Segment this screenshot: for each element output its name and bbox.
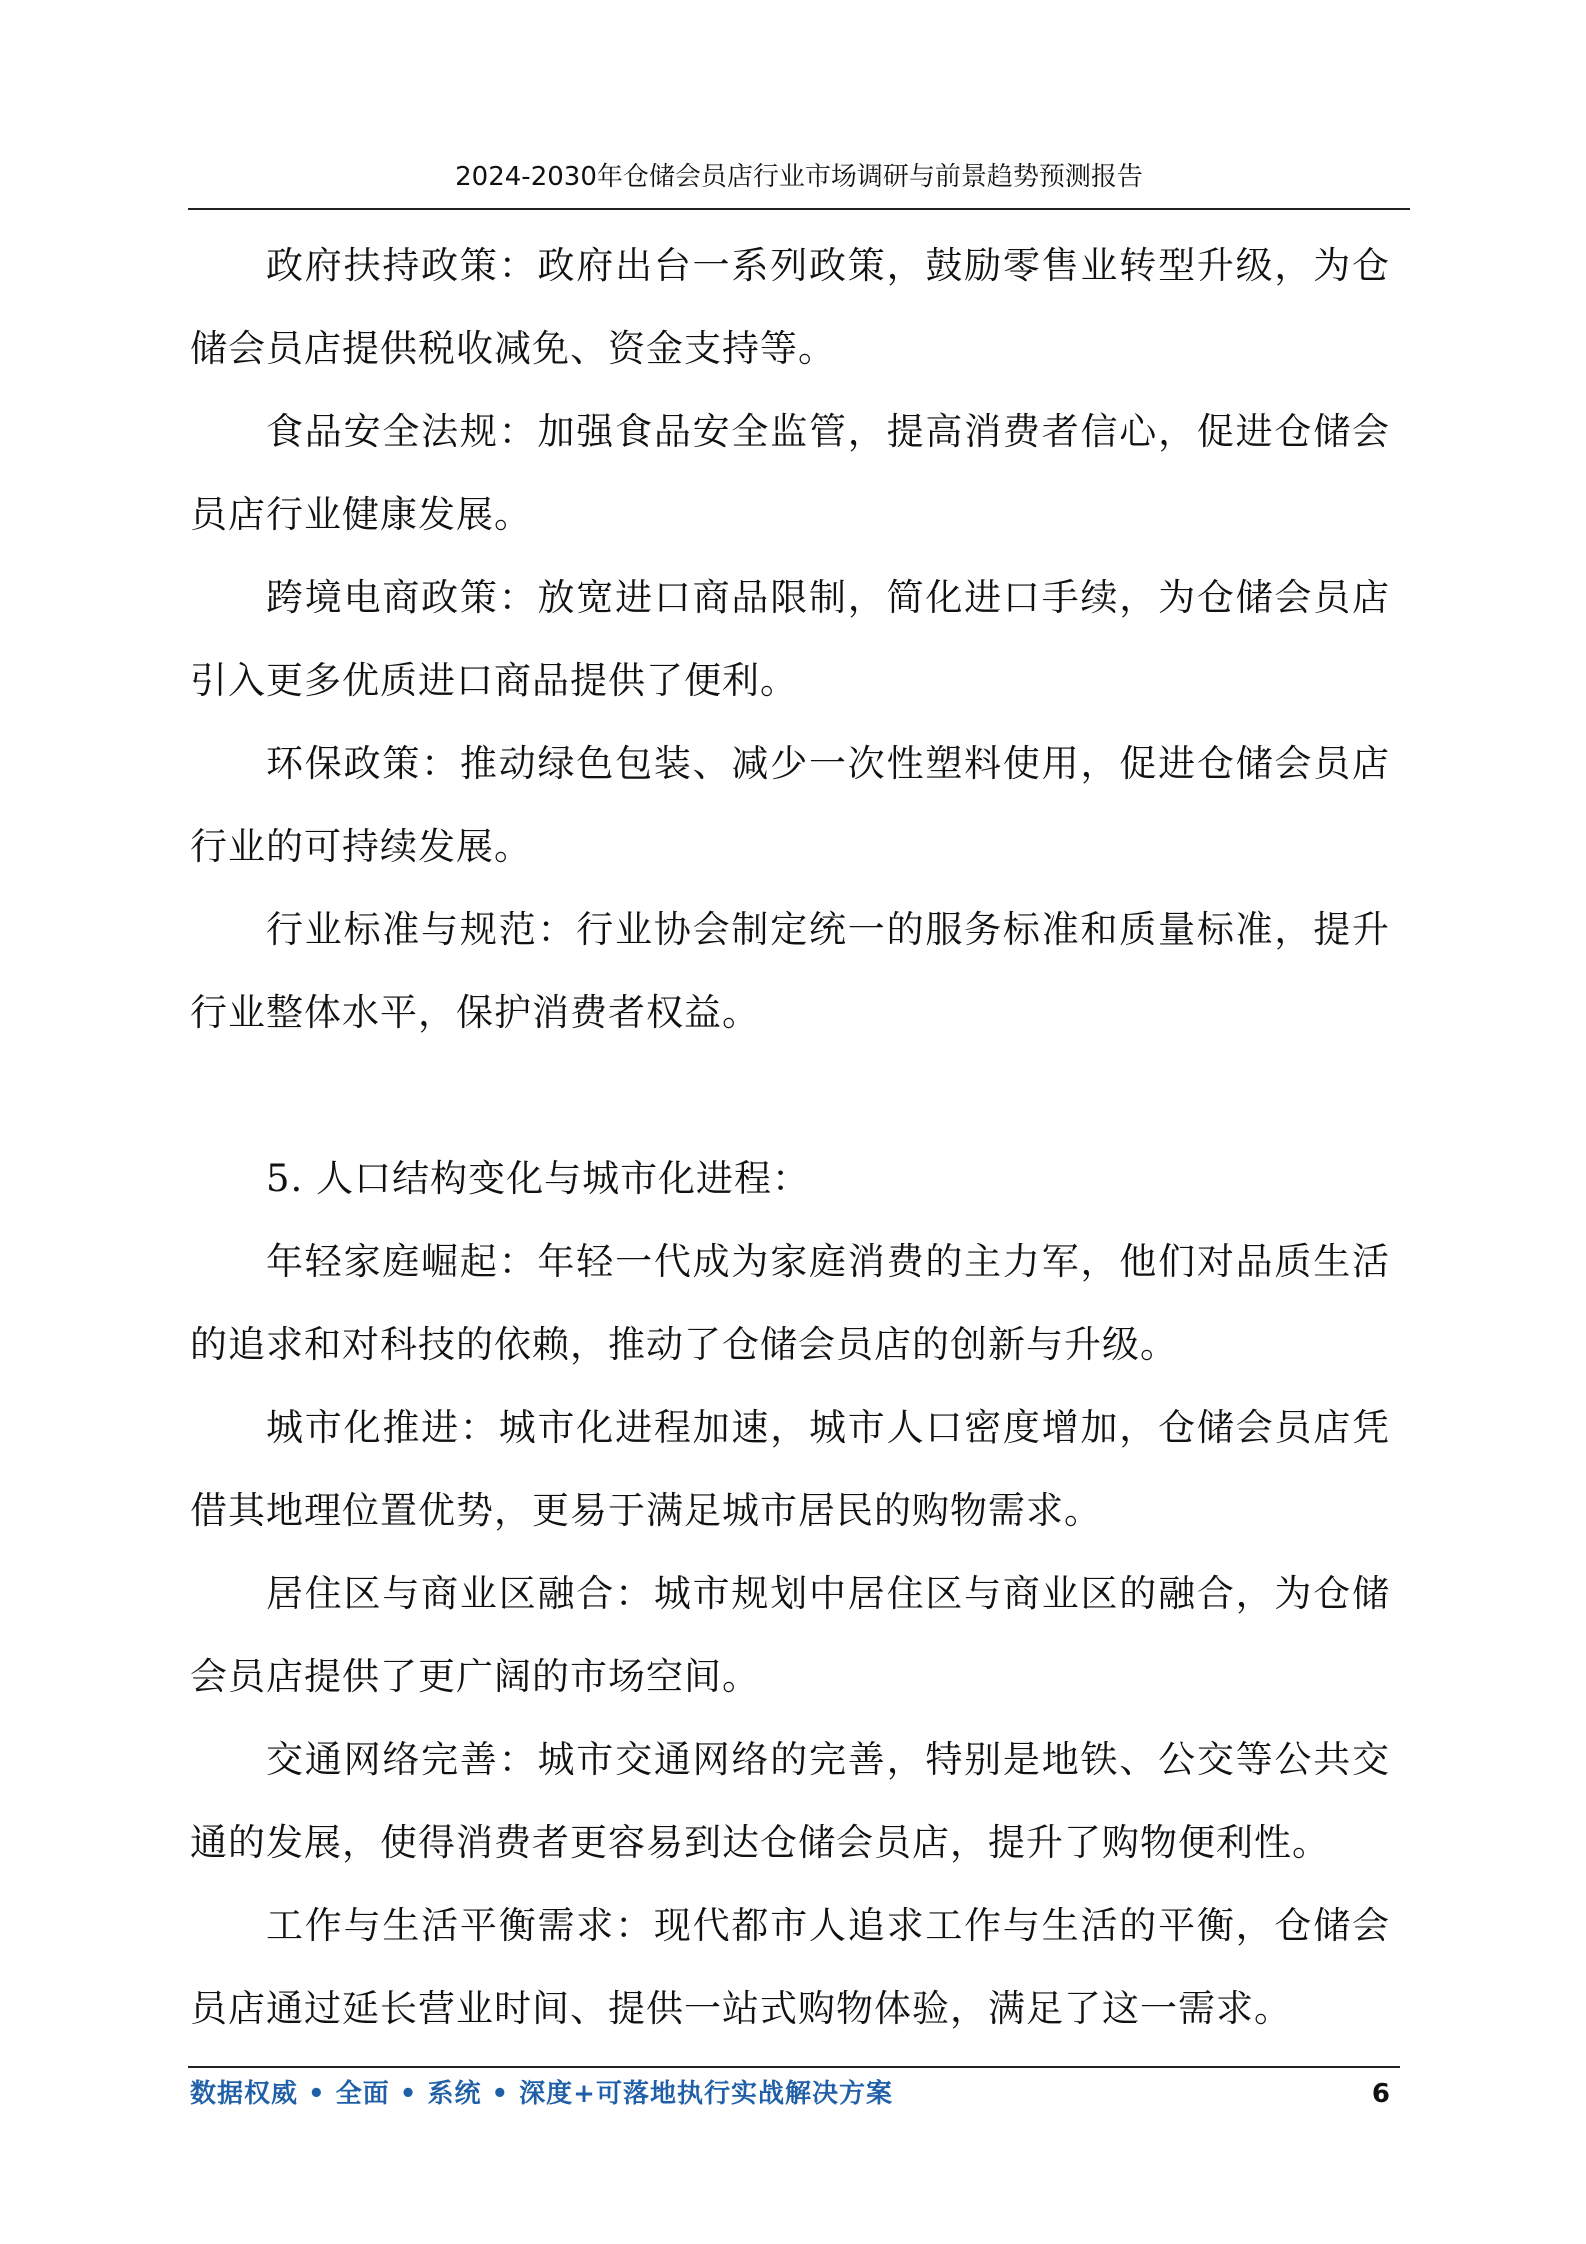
paragraph-industry-standards: 行业标准与规范：行业协会制定统一的服务标准和质量标准，提升行业整体水平，保护消费者权益。 [190, 908, 1390, 1034]
page-header-title: 2024-2030年仓储会员店行业市场调研与前景趋势预测报告 [455, 162, 1143, 192]
header-divider [188, 208, 1410, 210]
paragraph-young-families: 年轻家庭崛起：年轻一代成为家庭消费的主力军，他们对品质生活的追求和对科技的依赖，推动了仓储会员店的创新与升级。 [190, 1240, 1390, 1366]
footer-slogan: 数据权威 • 全面 • 系统 • 深度+可落地执行实战解决方案 [190, 2079, 893, 2109]
paragraph-government-policy: 政府扶持政策：政府出台一系列政策，鼓励零售业转型升级，为仓储会员店提供税收减免、资金支持等。 [190, 244, 1390, 370]
page-number: 6 [1371, 2079, 1390, 2109]
footer-divider [188, 2066, 1400, 2068]
section-5-heading: 5. 人口结构变化与城市化进程： [266, 1157, 811, 1200]
paragraph-cross-border-ecommerce: 跨境电商政策：放宽进口商品限制，简化进口手续，为仓储会员店引入更多优质进口商品提供了便利。 [190, 576, 1390, 702]
paragraph-urbanization: 城市化推进：城市化进程加速，城市人口密度增加，仓储会员店凭借其地理位置优势，更易于满足城市居民的购物需求。 [190, 1406, 1390, 1532]
section-spacer [190, 1054, 1390, 1137]
paragraph-environmental-policy: 环保政策：推动绿色包装、减少一次性塑料使用，促进仓储会员店行业的可持续发展。 [190, 742, 1390, 868]
paragraph-residential-commercial: 居住区与商业区融合：城市规划中居住区与商业区的融合，为仓储会员店提供了更广阔的市场空间。 [190, 1572, 1390, 1698]
paragraph-transport-network: 交通网络完善：城市交通网络的完善，特别是地铁、公交等公共交通的发展，使得消费者更容易到达仓储会员店，提升了购物便利性。 [190, 1738, 1390, 1864]
paragraph-work-life-balance: 工作与生活平衡需求：现代都市人追求工作与生活的平衡，仓储会员店通过延长营业时间、提供一站式购物体验，满足了这一需求。 [190, 1904, 1390, 2030]
page-body [190, 224, 1390, 2050]
paragraph-food-safety: 食品安全法规：加强食品安全监管，提高消费者信心，促进仓储会员店行业健康发展。 [190, 410, 1390, 536]
